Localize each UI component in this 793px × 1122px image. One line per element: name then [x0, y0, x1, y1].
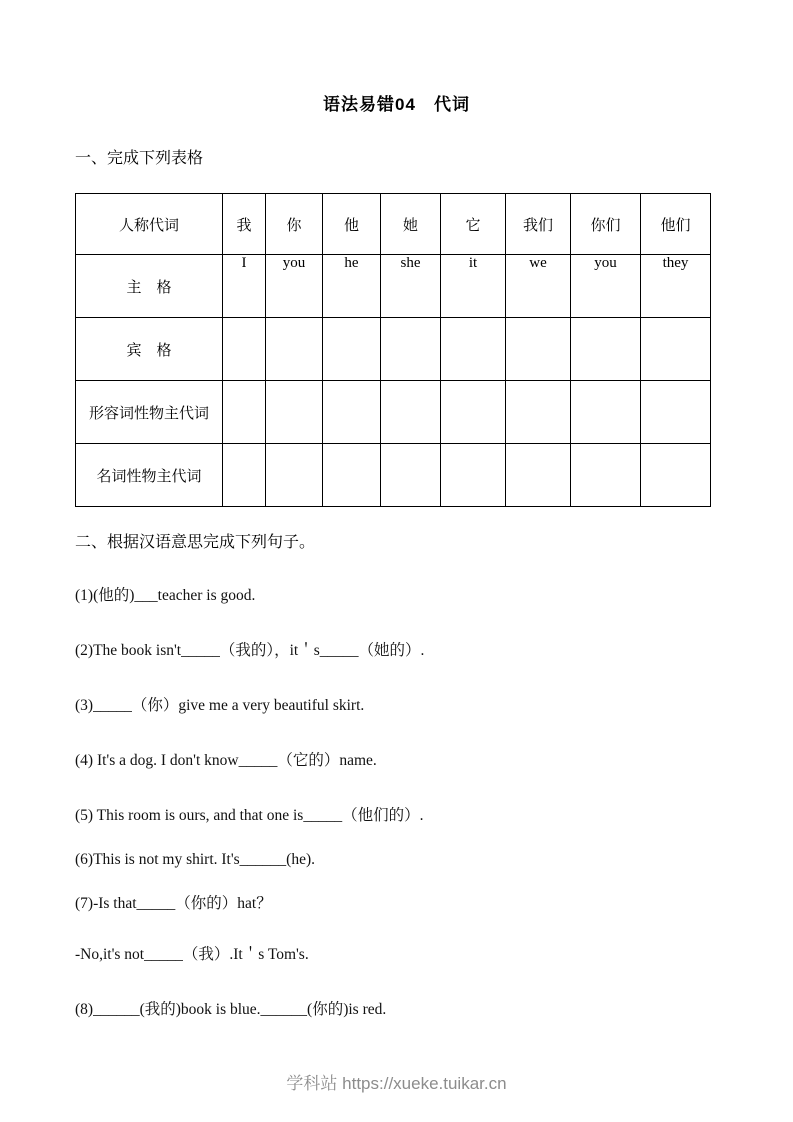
- table-cell: [641, 318, 711, 381]
- exercise-item-5: (5) This room is ours, and that one is_____（他们的）.: [75, 807, 424, 824]
- table-cell: [381, 381, 441, 444]
- table-header-cell: 你: [266, 194, 323, 255]
- section1-heading: 一、完成下列表格: [75, 150, 204, 167]
- table-cell: [441, 381, 506, 444]
- table-cell: you: [266, 255, 323, 318]
- row-label: 主 格: [76, 255, 223, 318]
- table-header-cell: 他: [323, 194, 381, 255]
- table-header-cell: 她: [381, 194, 441, 255]
- table-cell: [381, 318, 441, 381]
- exercise-item-2: (2)The book isn't_____（我的），it＇s_____（她的）.: [75, 642, 425, 659]
- table-cell: [266, 318, 323, 381]
- table-row: [76, 444, 711, 507]
- table-cell: [506, 381, 571, 444]
- table-cell: [223, 444, 266, 507]
- table-header-row: [76, 194, 711, 255]
- table-cell: [571, 444, 641, 507]
- table-cell: she: [381, 255, 441, 318]
- table-cell: he: [323, 255, 381, 318]
- table-cell: [506, 318, 571, 381]
- table-cell: [441, 444, 506, 507]
- table-cell: [223, 381, 266, 444]
- exercise-item-4: (4) It's a dog. I don't know_____（它的）name.: [75, 752, 377, 769]
- table-cell: [323, 444, 381, 507]
- table-cell: [266, 381, 323, 444]
- table-header-cell: 你们: [571, 194, 641, 255]
- table-cell: [381, 444, 441, 507]
- table-header-cell: 我们: [506, 194, 571, 255]
- table-cell: [641, 381, 711, 444]
- exercise-list: [0, 585, 793, 1021]
- footer-watermark: 学科站 https://xueke.tuikar.cn: [286, 1074, 507, 1093]
- table-cell: [506, 444, 571, 507]
- row-label: 名词性物主代词: [76, 444, 223, 507]
- row-label: 形容词性物主代词: [76, 381, 223, 444]
- table-row: [76, 255, 711, 318]
- table-header-cell: 它: [441, 194, 506, 255]
- table-cell: [266, 444, 323, 507]
- exercise-item-8: (8)______(我的)book is blue.______(你的)is red.: [75, 1001, 387, 1018]
- table-cell: you: [571, 255, 641, 318]
- section2-heading: 二、根据汉语意思完成下列句子。: [75, 534, 316, 551]
- table-cell: [323, 381, 381, 444]
- table-cell: [641, 444, 711, 507]
- table-cell: they: [641, 255, 711, 318]
- page-title: 语法易错04 代词: [323, 95, 470, 114]
- row-label: 宾 格: [76, 318, 223, 381]
- table-cell: [571, 318, 641, 381]
- table-row: [76, 318, 711, 381]
- table-cell: it: [441, 255, 506, 318]
- exercise-item-1: (1)(他的)___teacher is good.: [75, 587, 256, 604]
- exercise-item-3: (3)_____（你）give me a very beautiful skirt.: [75, 697, 365, 714]
- pronoun-table: [75, 193, 711, 507]
- exercise-item-7-answer: -No,it's not_____（我）.It＇s Tom's.: [75, 946, 309, 963]
- table-header-cell: 他们: [641, 194, 711, 255]
- exercise-item-6: (6)This is not my shirt. It's______(he).: [75, 851, 316, 868]
- table-cell: [571, 381, 641, 444]
- table-row: [76, 381, 711, 444]
- table-cell: [323, 318, 381, 381]
- table-header-cell: 人称代词: [76, 194, 223, 255]
- table-cell: [223, 318, 266, 381]
- table-cell: we: [506, 255, 571, 318]
- table-header-cell: 我: [223, 194, 266, 255]
- exercise-item-7: (7)-Is that_____（你的）hat？: [75, 895, 272, 912]
- table-cell: [441, 318, 506, 381]
- table-cell: I: [223, 255, 266, 318]
